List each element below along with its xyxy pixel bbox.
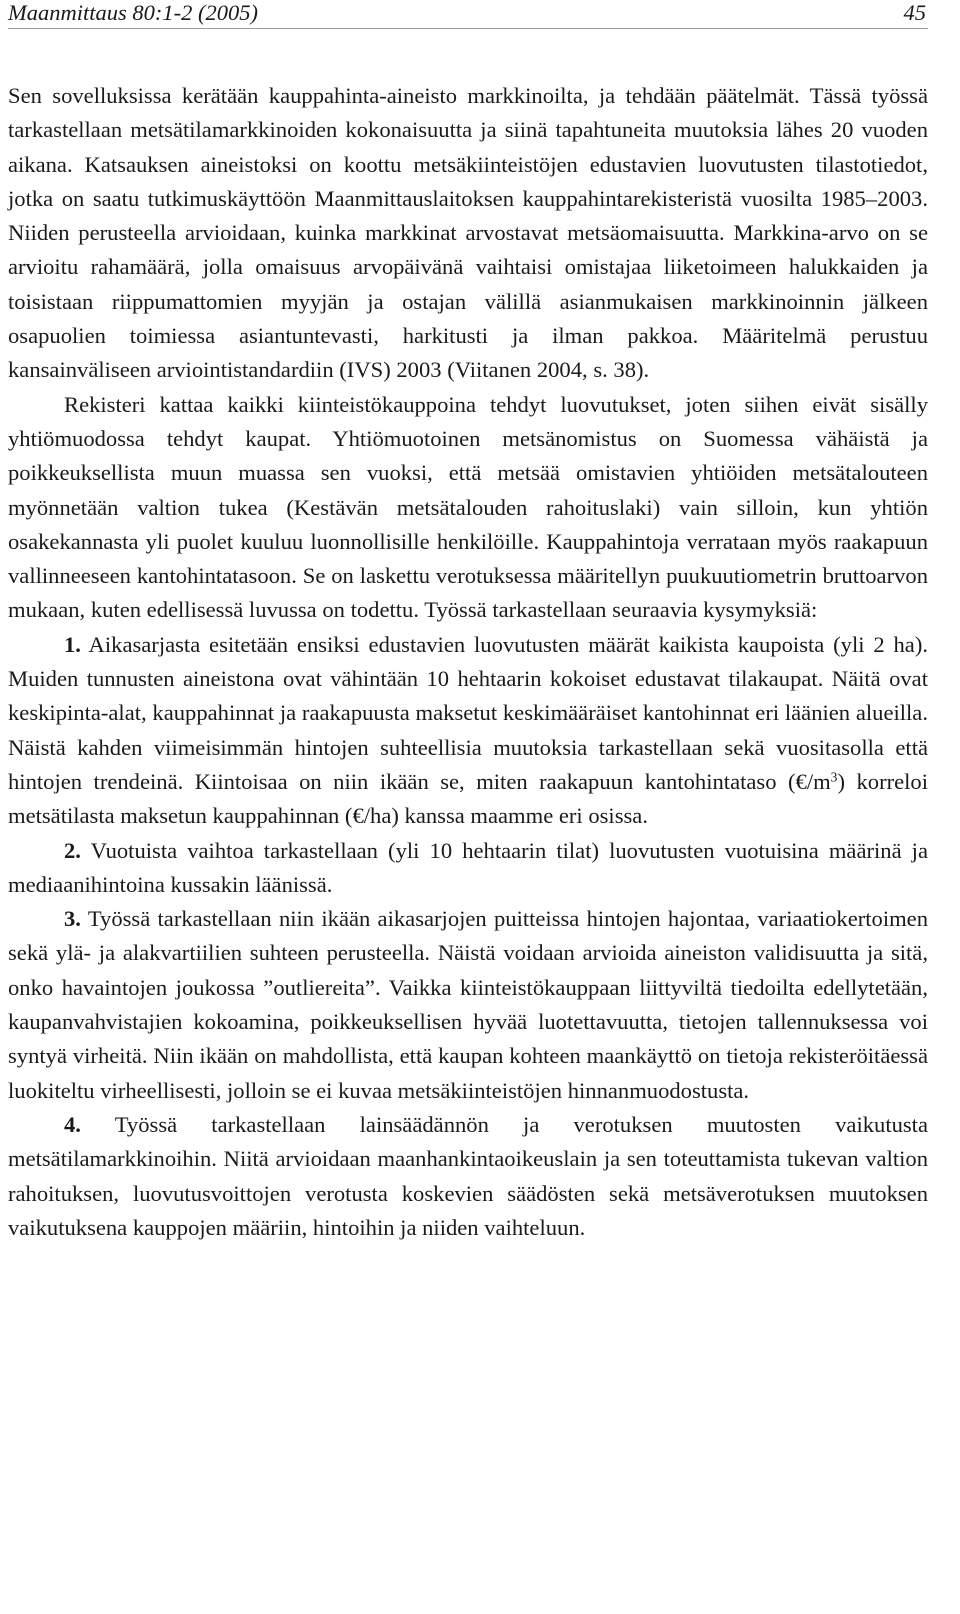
journal-citation: Maanmittaus 80:1-2 (2005)	[8, 0, 258, 25]
running-header	[8, 2, 928, 29]
paragraph-register: Rekisteri kattaa kaikki kiinteistökauppoina tehdyt luovutukset, joten siihen eivät sisälly yhtiömuodossa tehdyt kaupat. Yhtiömuotoinen metsänomistus on Suomessa vähäistä ja poikkeuksellista muun muassa sen vuoksi, että metsää omistavien yhtiöiden metsätalouteen myönnetään valtion tukea (Kestävän metsätalouden rahoituslaki) vain silloin, kun yhtiön osakekannasta yli puolet kuuluu luonnollisille henkilöille. Kauppahintoja verrataan myös raakapuun vallinneeseen kantohintatasoon. Se on laskettu verotuksessa määritellyn puukuutiometrin bruttoarvon mukaan, kuten edellisessä luvussa on todettu. Työssä tarkastellaan seuraavia kysymyksiä:	[8, 391, 928, 623]
article-body	[8, 79, 928, 1245]
list-item-3	[8, 902, 928, 1108]
list-item-1-text-a: Aikasarjasta esitetään ensiksi edustavien luovutusten määrät kaikista kaupoista (yli 2 ha). Muiden tunnusten aineistona ovat vähintään 10 hehtaarin kokoiset edustavat tilakaupat. Näitä ovat keskipinta-alat, kauppahinnat ja raakapuusta maksetut keskimääräiset kantohinnat eri läänien alueilla. Näistä kahden viimeisimmän hintojen suhteellisia muutoksia tarkastellaan sekä vuositasolla että hintojen trendeinä. Kiintoisaa on niin ikään se, miten raakapuun kantohintataso (€/m	[8, 631, 928, 794]
paragraph-intro: Sen sovelluksissa kerätään kauppahinta-aineisto markkinoilta, ja tehdään päätelmät. Tässä työssä tarkastellaan metsätilamarkkinoiden kokonaisuutta ja siinä tapahtuneita muutoksia lähes 20 vuoden aikana. Katsauksen aineistoksi on koottu metsäkiinteistöjen edustavien luovutusten tilastotiedot, jotka on saatu tutkimuskäyttöön Maanmittauslaitoksen kauppahintarekisteristä vuosilta 1985–2003. Niiden perusteella arvioidaan, kuinka markkinat arvostavat metsäomaisuutta. Markkina-arvo on se arvioitu rahamäärä, jolla omaisuus arvopäivänä vaihtaisi omistajaa liiketoimeen halukkaiden ja toisistaan riippumattomien myyjän ja ostajan välillä asianmukaisen markkinoinnin jälkeen osapuolien toimiessa asiantuntevasti, harkitusti ja ilman pakkoa. Määritelmä perustuu kansainväliseen arviointistandardiin (IVS) 2003 (Viitanen 2004, s. 38).	[8, 83, 928, 383]
list-item-1	[8, 628, 928, 834]
list-item-4-text: Työssä tarkastellaan lainsäädännön ja verotuksen muutosten vaikutusta metsätilamarkkinoihin. Niitä arvioidaan maanhankintaoikeuslain ja sen toteuttamista tukevan valtion rahoituksen, luovutusvoittojen verotusta koskevien säädösten sekä metsäverotuksen muutoksen vaikutuksena kauppojen määriin, hintoihin ja niiden vaihteluun.	[8, 1111, 928, 1240]
list-number-2: 2.	[64, 837, 81, 863]
list-item-3-text: Työssä tarkastellaan niin ikään aikasarjojen puitteissa hintojen hajontaa, variaatiokertoimen sekä ylä- ja alakvartiilien suhteen perusteella. Näistä voidaan arvioida aineiston validisuutta ja sitä, onko havaintojen joukossa ”outliereita”. Vaikka kiinteistökauppaan liittyviltä tiedoilta edellytetään, kaupanvahvistajien kokoamina, poikkeuksellisen hyvää luotettavuutta, tietojen tallennuksessa voi syntyä virheitä. Niin ikään on mahdollista, että kaupan kohteen maankäyttö on tietoja rekisteröitäessä luokiteltu virheellisesti, jolloin se ei kuvaa metsäkiinteistöjen hinnanmuodostusta.	[8, 906, 928, 1103]
list-number-4: 4.	[64, 1111, 81, 1137]
list-item-2	[8, 834, 928, 903]
page	[8, 0, 928, 1245]
list-item-2-text: Vuotuista vaihtoa tarkastellaan (yli 10 hehtaarin tilat) luovutusten vuotuisina määrinä ja mediaanihintoina kussakin läänissä.	[8, 837, 928, 897]
list-item-4	[8, 1108, 928, 1245]
list-number-3: 3.	[64, 906, 81, 932]
superscript-3: 3	[830, 769, 838, 785]
list-item-1-text-b: ) korreloi metsätilasta maksetun kauppahinnan (€/ha) kanssa maamme eri osissa.	[8, 768, 928, 829]
page-number: 45	[903, 0, 926, 25]
list-number-1: 1.	[64, 631, 81, 657]
